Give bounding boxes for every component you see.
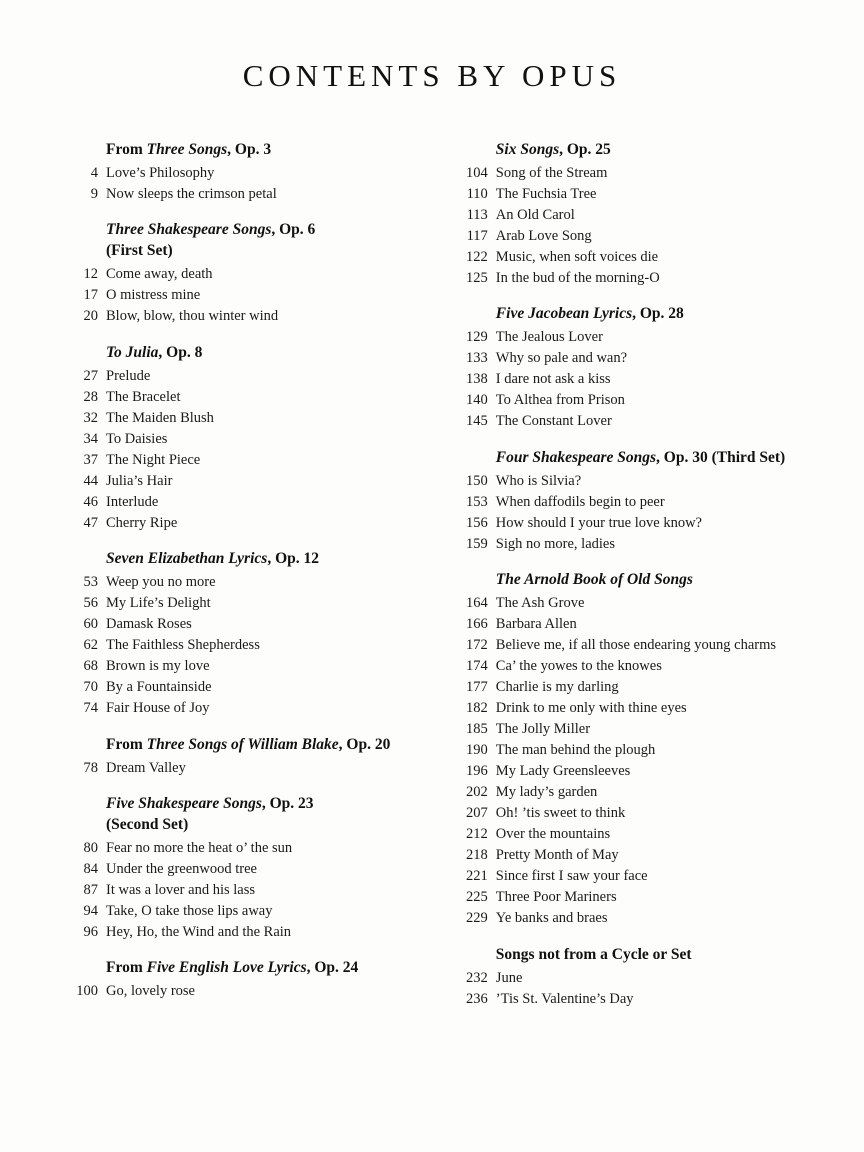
entry-title: How should I your true love know? bbox=[495, 514, 702, 531]
contents-entry[interactable] bbox=[454, 659, 804, 674]
contents-entry[interactable] bbox=[454, 330, 804, 345]
entry-page-number: 47 bbox=[83, 514, 98, 531]
entry-title: Three Poor Mariners bbox=[495, 889, 617, 906]
contents-entry[interactable] bbox=[64, 841, 432, 856]
group-heading bbox=[106, 794, 432, 836]
entry-title: The Constant Lover bbox=[495, 413, 612, 430]
group-heading-text: , Op. 28 bbox=[632, 305, 684, 323]
contents-group bbox=[64, 343, 432, 530]
group-heading-text: From bbox=[106, 735, 147, 753]
entry-page-number: 44 bbox=[83, 472, 98, 489]
contents-entry[interactable] bbox=[454, 890, 804, 905]
entry-title: The Faithless Shepherdess bbox=[106, 637, 260, 654]
group-heading bbox=[106, 343, 432, 364]
entry-page-number: 62 bbox=[83, 637, 98, 654]
entry-page-number: 159 bbox=[466, 535, 488, 552]
page-title: CONTENTS BY OPUS bbox=[242, 58, 622, 93]
contents-entry[interactable] bbox=[454, 187, 804, 202]
contents-group bbox=[64, 220, 432, 323]
entry-title: My lady’s garden bbox=[495, 784, 598, 801]
entry-title: Ye banks and braes bbox=[495, 910, 608, 927]
entry-title: Who is Silvia? bbox=[495, 472, 582, 489]
entry-title: Take, O take those lips away bbox=[106, 902, 273, 919]
entry-title: Sigh no more, ladies bbox=[495, 535, 616, 552]
entry-page-number: 17 bbox=[83, 287, 98, 304]
entry-page-number: 70 bbox=[83, 679, 98, 696]
entry-title: Charlie is my darling bbox=[495, 679, 619, 696]
contents-entry[interactable] bbox=[64, 659, 432, 674]
contents-entry[interactable] bbox=[454, 537, 804, 552]
entry-title: Hey, Ho, the Wind and the Rain bbox=[106, 923, 292, 940]
contents-entry[interactable] bbox=[454, 617, 804, 632]
contents-entry[interactable] bbox=[454, 764, 804, 779]
group-heading-text: , Op. 24 bbox=[306, 959, 359, 977]
entry-title: Song of the Stream bbox=[495, 164, 608, 181]
contents-entry[interactable] bbox=[454, 827, 804, 842]
contents-entry[interactable] bbox=[64, 288, 432, 303]
entry-page-number: 153 bbox=[466, 493, 488, 510]
group-subheading: (First Set) bbox=[106, 242, 173, 260]
contents-entry[interactable] bbox=[64, 390, 432, 405]
entry-page-number: 20 bbox=[83, 308, 98, 325]
contents-entry[interactable] bbox=[454, 680, 804, 695]
entry-page-number: 94 bbox=[83, 902, 98, 919]
entry-page-number: 32 bbox=[83, 409, 98, 426]
entry-title: Blow, blow, thou winter wind bbox=[106, 308, 279, 325]
contents-group bbox=[64, 958, 432, 998]
entry-title: Fair House of Joy bbox=[106, 700, 210, 717]
entry-title: The Maiden Blush bbox=[106, 409, 214, 426]
contents-entry[interactable] bbox=[454, 250, 804, 265]
entry-page-number: 12 bbox=[83, 266, 98, 283]
entry-title: Brown is my love bbox=[106, 658, 210, 675]
contents-entry[interactable] bbox=[64, 369, 432, 384]
entry-page-number: 174 bbox=[466, 658, 488, 675]
entry-page-number: 80 bbox=[83, 839, 98, 856]
entry-page-number: 145 bbox=[466, 413, 488, 430]
contents-group bbox=[454, 304, 804, 428]
group-heading-title: Five Shakespeare Songs bbox=[106, 795, 262, 813]
entry-title: Fear no more the heat o’ the sun bbox=[106, 839, 293, 856]
entry-page-number: 218 bbox=[466, 847, 488, 864]
group-heading-title: Three Songs bbox=[146, 141, 228, 158]
entry-page-number: 182 bbox=[466, 700, 488, 717]
contents-entry[interactable] bbox=[64, 309, 432, 324]
entry-page-number: 225 bbox=[466, 889, 488, 906]
group-heading-text: , Op. 25 bbox=[559, 141, 611, 158]
entry-title: O mistress mine bbox=[106, 287, 201, 304]
entry-title: Why so pale and wan? bbox=[495, 350, 628, 367]
entry-page-number: 133 bbox=[466, 350, 488, 367]
group-heading-text: , Op. 12 bbox=[267, 550, 319, 568]
entry-page-number: 166 bbox=[466, 616, 488, 633]
entry-title: It was a lover and his lass bbox=[106, 881, 255, 898]
entry-title: Dream Valley bbox=[106, 759, 186, 776]
entry-page-number: 56 bbox=[83, 595, 98, 612]
contents-entry[interactable] bbox=[454, 911, 804, 926]
contents-entry[interactable] bbox=[64, 761, 432, 776]
contents-entry[interactable] bbox=[64, 862, 432, 877]
group-heading-text: , Op. 6 bbox=[271, 221, 316, 239]
entry-title: Believe me, if all those endearing young charms bbox=[495, 637, 777, 654]
entry-page-number: 74 bbox=[83, 700, 98, 717]
entry-title: When daffodils begin to peer bbox=[495, 493, 665, 510]
contents-entry[interactable] bbox=[64, 883, 432, 898]
entry-title: The man behind the plough bbox=[495, 742, 656, 759]
group-heading-title: Four Shakespeare Songs bbox=[495, 448, 657, 466]
entry-title: Oh! ’tis sweet to think bbox=[495, 805, 626, 822]
contents-entry[interactable] bbox=[64, 680, 432, 695]
entry-page-number: 78 bbox=[83, 759, 98, 776]
group-heading bbox=[106, 220, 432, 262]
group-heading-title: Three Songs of William Blake bbox=[146, 735, 339, 753]
entry-page-number: 100 bbox=[76, 983, 98, 1000]
entry-page-number: 28 bbox=[83, 388, 98, 405]
contents-entry[interactable] bbox=[64, 638, 432, 653]
entry-title: I dare not ask a kiss bbox=[495, 371, 611, 388]
contents-entry[interactable] bbox=[64, 453, 432, 468]
entry-title: Music, when soft voices die bbox=[495, 248, 659, 265]
group-heading bbox=[106, 549, 432, 570]
entry-title: Now sleeps the crimson petal bbox=[106, 185, 277, 202]
contents-entry[interactable] bbox=[454, 638, 804, 653]
contents-entry[interactable] bbox=[64, 516, 432, 531]
contents-group bbox=[64, 735, 432, 775]
entry-title: Cherry Ripe bbox=[106, 514, 178, 531]
contents-entry[interactable] bbox=[454, 971, 804, 986]
contents-entry[interactable] bbox=[64, 166, 432, 181]
contents-entry[interactable] bbox=[454, 351, 804, 366]
entry-page-number: 164 bbox=[466, 595, 488, 612]
group-heading-text: , Op. 8 bbox=[158, 343, 203, 361]
contents-entry[interactable] bbox=[454, 596, 804, 611]
entry-page-number: 229 bbox=[466, 910, 488, 927]
contents-entry[interactable] bbox=[454, 495, 804, 510]
entry-page-number: 125 bbox=[466, 269, 488, 286]
entry-page-number: 190 bbox=[466, 742, 488, 759]
entry-page-number: 53 bbox=[83, 574, 98, 591]
entry-page-number: 232 bbox=[466, 969, 488, 986]
contents-column-left bbox=[60, 140, 432, 1025]
group-heading bbox=[106, 735, 432, 756]
entry-title: Julia’s Hair bbox=[106, 472, 173, 489]
entry-page-number: 27 bbox=[83, 367, 98, 384]
contents-entry[interactable] bbox=[454, 372, 804, 387]
group-heading-text: , Op. 20 bbox=[338, 735, 391, 753]
group-heading-title: Six Songs bbox=[495, 141, 560, 158]
entry-page-number: 4 bbox=[90, 164, 98, 181]
group-heading-text: From bbox=[106, 959, 147, 977]
group-heading-title: Seven Elizabethan Lyrics bbox=[106, 550, 268, 568]
group-heading bbox=[106, 958, 432, 979]
contents-entry[interactable] bbox=[454, 414, 804, 429]
entry-page-number: 113 bbox=[466, 206, 488, 223]
entry-page-number: 37 bbox=[83, 451, 98, 468]
entry-title: Interlude bbox=[106, 493, 159, 510]
entry-title: Love’s Philosophy bbox=[106, 164, 215, 181]
entry-title: The Ash Grove bbox=[495, 595, 585, 612]
contents-entry[interactable] bbox=[64, 575, 432, 590]
contents-entry[interactable] bbox=[64, 267, 432, 282]
entry-page-number: 150 bbox=[466, 472, 488, 489]
entry-title: By a Fountainside bbox=[106, 679, 212, 696]
entry-title: June bbox=[495, 969, 523, 986]
entry-title: Pretty Month of May bbox=[495, 847, 619, 864]
entry-title: An Old Carol bbox=[495, 206, 575, 223]
group-heading bbox=[496, 448, 804, 469]
contents-entry[interactable] bbox=[64, 617, 432, 632]
contents-entry[interactable] bbox=[454, 848, 804, 863]
contents-entry[interactable] bbox=[454, 393, 804, 408]
contents-entry[interactable] bbox=[454, 992, 804, 1007]
group-subheading: (Second Set) bbox=[106, 815, 189, 833]
entry-page-number: 104 bbox=[466, 164, 488, 181]
contents-group bbox=[64, 549, 432, 715]
contents-entry[interactable] bbox=[454, 743, 804, 758]
contents-entry[interactable] bbox=[64, 596, 432, 611]
entry-title: Barbara Allen bbox=[495, 616, 577, 633]
entry-title: To Althea from Prison bbox=[495, 392, 625, 409]
contents-columns bbox=[60, 140, 804, 1025]
entry-page-number: 196 bbox=[466, 763, 488, 780]
entry-page-number: 117 bbox=[466, 227, 488, 244]
entry-page-number: 221 bbox=[466, 868, 488, 885]
group-heading-text: From bbox=[106, 141, 147, 158]
contents-entry[interactable] bbox=[454, 869, 804, 884]
contents-group bbox=[454, 945, 804, 1006]
contents-entry[interactable] bbox=[454, 271, 804, 286]
group-heading-text: , Op. 23 bbox=[261, 795, 314, 813]
entry-page-number: 207 bbox=[466, 805, 488, 822]
group-heading-title: Five English Love Lyrics bbox=[146, 959, 307, 977]
group-heading-title: Three Shakespeare Songs bbox=[106, 221, 272, 239]
entry-title: My Lady Greensleeves bbox=[495, 763, 631, 780]
contents-entry[interactable] bbox=[64, 411, 432, 426]
group-heading-text: Songs not from a Cycle or Set bbox=[495, 945, 692, 963]
entry-page-number: 177 bbox=[466, 679, 488, 696]
entry-title: Arab Love Song bbox=[495, 227, 592, 244]
entry-page-number: 87 bbox=[83, 881, 98, 898]
group-heading bbox=[496, 570, 804, 591]
contents-entry[interactable] bbox=[454, 166, 804, 181]
entry-title: Ca’ the yowes to the knowes bbox=[495, 658, 662, 675]
group-heading-text: , Op. 30 (Third Set) bbox=[656, 448, 786, 466]
entry-title: Come away, death bbox=[106, 266, 213, 283]
entry-page-number: 68 bbox=[83, 658, 98, 675]
entry-page-number: 236 bbox=[466, 990, 488, 1007]
group-heading bbox=[496, 945, 804, 966]
entry-page-number: 110 bbox=[466, 185, 488, 202]
contents-entry[interactable] bbox=[64, 432, 432, 447]
entry-page-number: 202 bbox=[466, 784, 488, 801]
contents-entry[interactable] bbox=[64, 495, 432, 510]
contents-entry[interactable] bbox=[64, 984, 432, 999]
entry-title: Go, lovely rose bbox=[106, 983, 195, 1000]
entry-title: To Daisies bbox=[106, 430, 168, 447]
entry-page-number: 84 bbox=[83, 860, 98, 877]
contents-group bbox=[454, 448, 804, 551]
contents-group bbox=[454, 140, 804, 285]
contents-entry[interactable] bbox=[64, 904, 432, 919]
contents-entry[interactable] bbox=[64, 925, 432, 940]
group-heading-text: , Op. 3 bbox=[227, 141, 272, 158]
contents-group bbox=[64, 794, 432, 939]
entry-page-number: 212 bbox=[466, 826, 488, 843]
group-heading bbox=[496, 140, 804, 161]
contents-entry[interactable] bbox=[454, 701, 804, 716]
entry-page-number: 9 bbox=[90, 185, 98, 202]
entry-title: ’Tis St. Valentine’s Day bbox=[495, 990, 634, 1007]
entry-title: Under the greenwood tree bbox=[106, 860, 257, 877]
contents-entry[interactable] bbox=[454, 785, 804, 800]
entry-page-number: 138 bbox=[466, 371, 488, 388]
contents-entry[interactable] bbox=[454, 722, 804, 737]
entry-page-number: 96 bbox=[83, 923, 98, 940]
entry-page-number: 34 bbox=[83, 430, 98, 447]
contents-group bbox=[64, 140, 432, 201]
entry-title: Prelude bbox=[106, 367, 151, 384]
entry-title: Since first I saw your face bbox=[495, 868, 648, 885]
entry-page-number: 172 bbox=[466, 637, 488, 654]
entry-page-number: 122 bbox=[466, 248, 488, 265]
entry-title: Drink to me only with thine eyes bbox=[495, 700, 687, 717]
entry-page-number: 185 bbox=[466, 721, 488, 738]
entry-page-number: 140 bbox=[466, 392, 488, 409]
contents-entry[interactable] bbox=[454, 806, 804, 821]
entry-page-number: 46 bbox=[83, 493, 98, 510]
entry-title: Weep you no more bbox=[106, 574, 216, 591]
contents-column-right bbox=[432, 140, 804, 1025]
entry-title: The Jealous Lover bbox=[495, 329, 603, 346]
contents-entry[interactable] bbox=[64, 474, 432, 489]
contents-entry[interactable] bbox=[454, 229, 804, 244]
entry-page-number: 156 bbox=[466, 514, 488, 531]
contents-entry[interactable] bbox=[454, 208, 804, 223]
group-heading-title: To Julia bbox=[106, 343, 159, 361]
entry-title: The Night Piece bbox=[106, 451, 201, 468]
entry-title: The Bracelet bbox=[106, 388, 181, 405]
entry-page-number: 129 bbox=[466, 329, 488, 346]
entry-title: The Fuchsia Tree bbox=[495, 185, 597, 202]
entry-page-number: 60 bbox=[83, 616, 98, 633]
contents-entry[interactable] bbox=[454, 474, 804, 489]
contents-group bbox=[454, 570, 804, 925]
entry-title: Damask Roses bbox=[106, 616, 192, 633]
entry-title: Over the mountains bbox=[495, 826, 611, 843]
contents-entry[interactable] bbox=[64, 187, 432, 202]
group-heading bbox=[496, 304, 804, 325]
group-heading-title: Five Jacobean Lyrics bbox=[495, 305, 633, 323]
entry-title: My Life’s Delight bbox=[106, 595, 211, 612]
group-heading-title: The Arnold Book of Old Songs bbox=[495, 571, 693, 589]
contents-entry[interactable] bbox=[454, 516, 804, 531]
contents-entry[interactable] bbox=[64, 701, 432, 716]
group-heading bbox=[106, 140, 432, 161]
entry-title: In the bud of the morning-O bbox=[495, 269, 660, 286]
entry-title: The Jolly Miller bbox=[495, 721, 591, 738]
